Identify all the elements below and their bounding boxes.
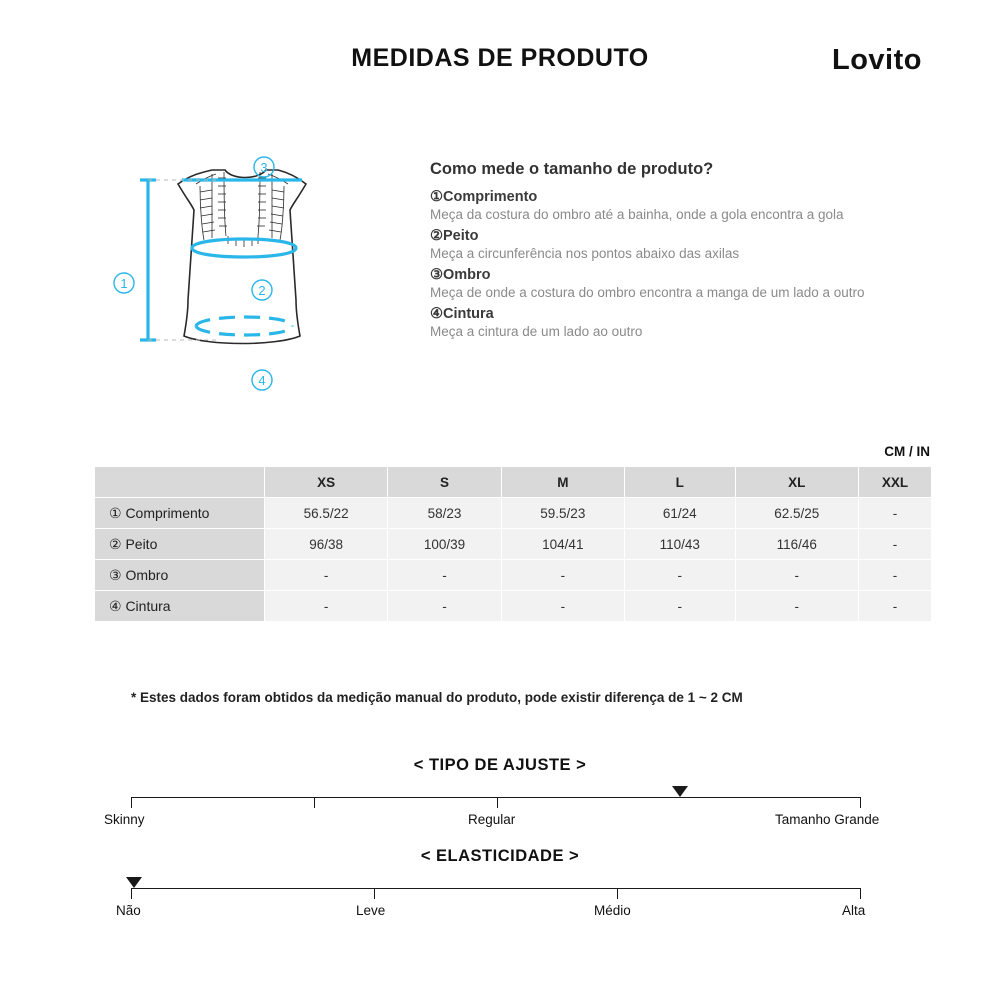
cell-comprimento-xs: 56.5/22 xyxy=(265,498,388,529)
cell-cintura-s: - xyxy=(388,591,501,622)
cell-peito-l: 110/43 xyxy=(624,529,735,560)
row-label-peito: ② Peito xyxy=(95,529,265,560)
fit-scale-marker xyxy=(672,786,688,797)
cell-comprimento-xxl: - xyxy=(858,498,931,529)
elasticity-scale-tick-end xyxy=(860,888,861,899)
fit-scale-label-oversize: Tamanho Grande xyxy=(775,812,880,827)
measure-item-4-title: ④Cintura xyxy=(430,305,494,322)
table-col-s: S xyxy=(388,467,501,498)
fit-scale-axis xyxy=(131,797,860,798)
elasticity-scale xyxy=(0,877,1000,927)
table-row xyxy=(95,591,932,622)
brand-logo: Lovito xyxy=(832,44,922,76)
table-col-xl: XL xyxy=(735,467,858,498)
size-table xyxy=(94,466,932,622)
elasticity-scale-label-medio: Médio xyxy=(594,903,631,918)
fit-scale xyxy=(0,786,1000,836)
table-row xyxy=(95,529,932,560)
svg-text:1: 1 xyxy=(120,276,128,291)
table-col-xs: XS xyxy=(265,467,388,498)
fit-scale-tick-end xyxy=(860,797,861,808)
row-label-cintura: ④ Cintura xyxy=(95,591,265,622)
measurement-note: * Estes dados foram obtidos da medição manual do produto, pode existir diferença de 1 ~ 2 CM xyxy=(131,690,743,705)
elasticity-scale-tick-2 xyxy=(617,888,618,899)
fit-scale-tick-1 xyxy=(314,797,315,808)
cell-ombro-s: - xyxy=(388,560,501,591)
cell-cintura-m: - xyxy=(501,591,624,622)
cell-ombro-m: - xyxy=(501,560,624,591)
cell-ombro-xs: - xyxy=(265,560,388,591)
elasticity-scale-title: < ELASTICIDADE > xyxy=(420,847,580,865)
how-to-measure xyxy=(430,160,960,345)
measure-item-4-desc: Meça a cintura de um lado ao outro xyxy=(430,323,643,339)
table-col-xxl: XXL xyxy=(858,467,931,498)
elasticity-scale-label-alta: Alta xyxy=(842,903,866,918)
row-label-comprimento: ① Comprimento xyxy=(95,498,265,529)
garment-diagram-svg xyxy=(100,140,400,400)
elasticity-scale-label-leve: Leve xyxy=(356,903,386,918)
cell-comprimento-l: 61/24 xyxy=(624,498,735,529)
cell-peito-xxl: - xyxy=(858,529,931,560)
svg-text:2: 2 xyxy=(258,283,266,298)
measure-item-3-title: ③Ombro xyxy=(430,266,491,283)
garment-diagram xyxy=(100,140,400,400)
cell-comprimento-s: 58/23 xyxy=(388,498,501,529)
cell-cintura-xs: - xyxy=(265,591,388,622)
fit-scale-tick-2 xyxy=(497,797,498,808)
elasticity-scale-marker xyxy=(126,877,142,888)
fit-scale-title: < TIPO DE AJUSTE > xyxy=(413,756,587,774)
fit-scale-tick-start xyxy=(131,797,132,808)
cell-peito-s: 100/39 xyxy=(388,529,501,560)
table-col-m: M xyxy=(501,467,624,498)
table-header-row xyxy=(95,467,932,498)
svg-text:4: 4 xyxy=(258,373,266,388)
cell-comprimento-m: 59.5/23 xyxy=(501,498,624,529)
cell-peito-xs: 96/38 xyxy=(265,529,388,560)
fit-scale-label-regular: Regular xyxy=(468,812,516,827)
elasticity-scale-tick-1 xyxy=(374,888,375,899)
table-col-l: L xyxy=(624,467,735,498)
cell-ombro-xxl: - xyxy=(858,560,931,591)
cell-ombro-xl: - xyxy=(735,560,858,591)
row-label-ombro: ③ Ombro xyxy=(95,560,265,591)
cell-cintura-l: - xyxy=(624,591,735,622)
cell-cintura-xxl: - xyxy=(858,591,931,622)
unit-label: CM / IN xyxy=(884,444,930,459)
table-row xyxy=(95,560,932,591)
elasticity-scale-axis xyxy=(131,888,860,889)
elasticity-scale-label-nao: Não xyxy=(116,903,141,918)
measure-item-2-desc: Meça a circunferência nos pontos abaixo das axilas xyxy=(430,245,740,261)
page-title: MEDIDAS DE PRODUTO xyxy=(351,44,649,72)
svg-text:3: 3 xyxy=(260,160,268,175)
measure-item-3-desc: Meça de onde a costura do ombro encontra a manga de um lado a outro xyxy=(430,284,865,300)
table-corner-cell xyxy=(95,467,265,498)
fit-scale-label-skinny: Skinny xyxy=(104,812,145,827)
table-row xyxy=(95,498,932,529)
cell-comprimento-xl: 62.5/25 xyxy=(735,498,858,529)
cell-peito-xl: 116/46 xyxy=(735,529,858,560)
cell-peito-m: 104/41 xyxy=(501,529,624,560)
cell-cintura-xl: - xyxy=(735,591,858,622)
measure-item-2-title: ②Peito xyxy=(430,227,479,244)
measure-item-1-title: ①Comprimento xyxy=(430,189,538,205)
cell-ombro-l: - xyxy=(624,560,735,591)
elasticity-scale-tick-start xyxy=(131,888,132,899)
how-to-measure-heading: Como mede o tamanho de produto? xyxy=(430,160,714,178)
measure-item-1-desc: Meça da costura do ombro até a bainha, onde a gola encontra a gola xyxy=(430,207,844,222)
